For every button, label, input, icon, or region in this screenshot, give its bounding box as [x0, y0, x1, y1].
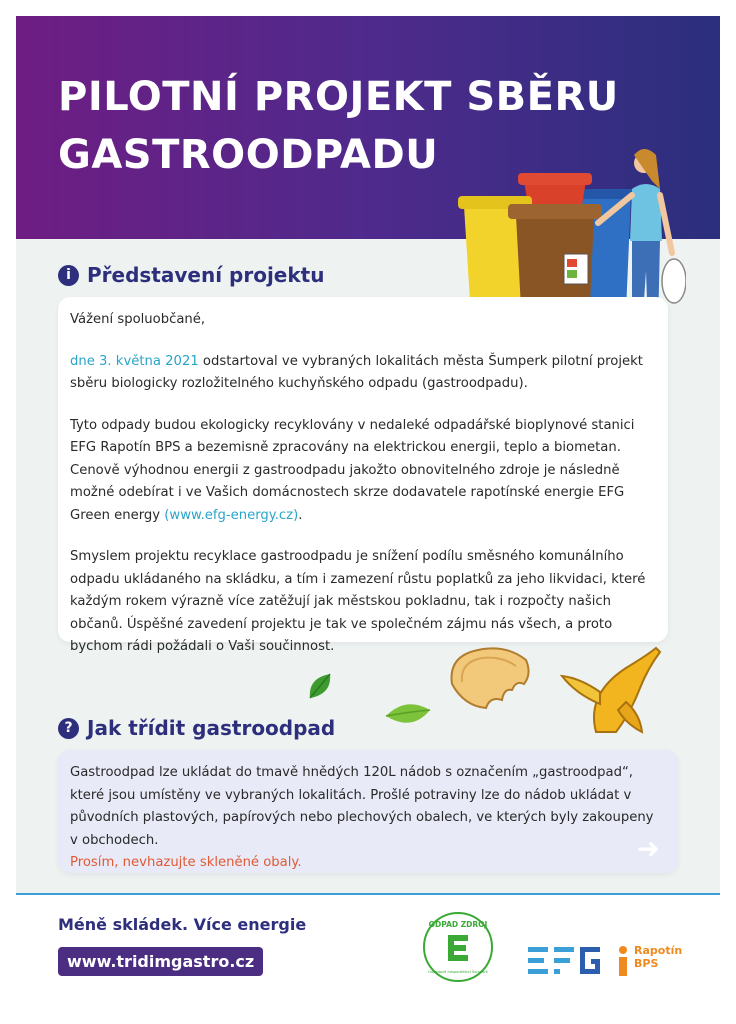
greeting: Vážení spoluobčané,	[70, 312, 206, 327]
paragraph-purpose: Smyslem projektu recyklace gastroodpadu je snížení podílu směsného komunálního odpadu ukládaného na skládku, a tím i zamezení růstu poplatků za jeho likvidaci, které každým rokem výrazně více zatěžují jak městskou pokladnu, tak i rozpočty našich občanů. Úspěšné zavedení projektu je tak ve společném zájmu nás všech, a proto bychom rádi požádali o Vaši součinnost.	[70, 549, 646, 654]
bread-icon	[446, 644, 534, 714]
paragraph-launch	[70, 351, 648, 396]
poster	[16, 16, 720, 1004]
rapotin-bps-icon	[616, 945, 630, 977]
page-title: PILOTNÍ PROJEKT SBĚRU GASTROODPADU	[58, 74, 619, 178]
banana-peel-icon	[556, 644, 666, 736]
footer	[16, 895, 720, 1004]
slogan: Méně skládek. Více energie	[58, 915, 307, 934]
section-heading-howto	[58, 716, 335, 740]
intro-card	[58, 297, 668, 654]
efg-logo	[528, 945, 604, 977]
logo-odpad-zdroj-caption: Odpadové hospodářství Šumperk	[427, 970, 489, 974]
rapotin-bps-label	[634, 944, 682, 970]
section-heading-intro	[58, 263, 324, 287]
paragraph-recycling	[70, 415, 648, 528]
launch-date: dne 3. května 2021	[70, 353, 199, 369]
efg-energy-link[interactable]: (www.efg-energy.cz)	[164, 507, 299, 523]
leaf-icon	[384, 700, 432, 730]
info-icon: i	[58, 265, 79, 286]
arrow-right-icon: ➜	[636, 832, 660, 865]
odpad-zdroj-logo	[420, 909, 496, 985]
launch-text: odstartoval ve vybraných lokalitách města Šumperk pilotní projekt sběru biologicky rozložitelného kuchyňského odpadu (gastroodpadu).	[70, 353, 643, 391]
recycling-text: Tyto odpady budou ekologicky recyklovány v nedaleké odpadářské bioplynové stanici EFG Rapotín BPS a bezemisně zpracovány na elektrickou energii, teplo a biometan. Cenově výhodnou energii z gastroodpadu jakožto obnovitelného zdroje je následně možné odebírat i ve Vašich domácnostech skrze dodavatele rapotínské energie EFG Green energy	[70, 417, 635, 523]
website-link[interactable]: www.tridimgastro.cz	[58, 947, 263, 976]
section-title: Jak třídit gastroodpad	[87, 716, 336, 740]
leaf-icon	[306, 672, 334, 702]
logo-odpad-zdroj-text: ODPAD ZDROJ	[428, 920, 488, 929]
glass-warning: Prosím, nevhazujte skleněné obaly.	[70, 855, 302, 870]
section-title: Představení projektu	[87, 263, 325, 287]
howto-text: Gastroodpad lze ukládat do tmavě hnědých 120L nádob s označením „gastroodpad“, které jsou umístěny ve vybraných lokalitách. Prošlé potraviny lze do nádob ukládat v původních plastových, papírových nebo plechových obalech, ve kterých byly zakoupeny v obchodech.	[70, 765, 654, 848]
rapotin-label: Rapotín	[634, 944, 683, 957]
bps-label: BPS	[634, 957, 659, 970]
howto-card	[58, 750, 678, 873]
recycling-text-end: .	[298, 507, 303, 523]
question-icon: ?	[58, 718, 79, 739]
